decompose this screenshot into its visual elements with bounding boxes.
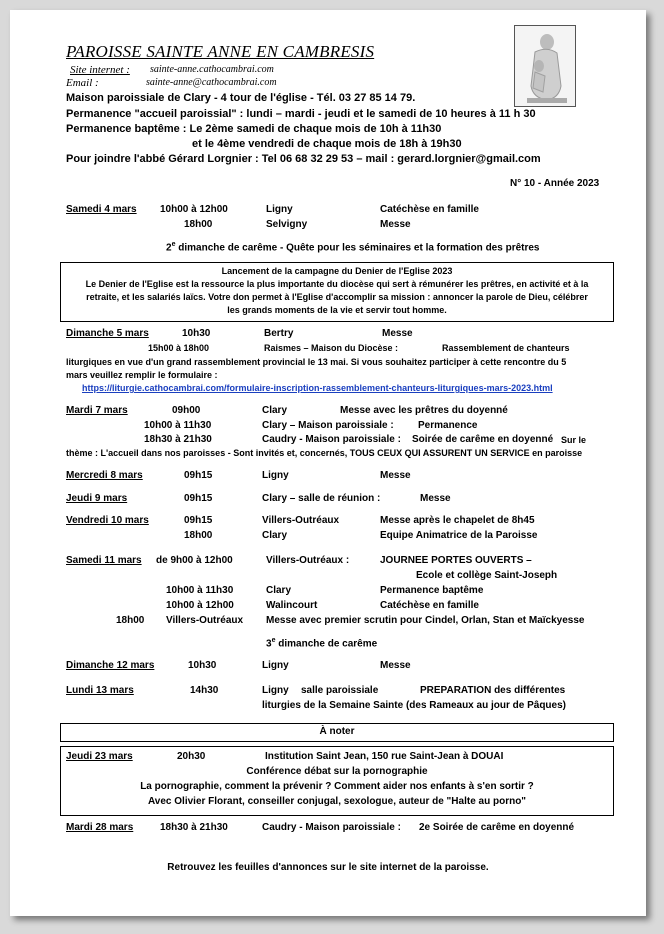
conference-subtitle: La pornographie, comment la prévenir ? Comment aider nos enfants à s'en sortir ? xyxy=(140,781,534,792)
permanence-line: Permanence "accueil paroissial" : lundi – mardi - jeudi et le samedi de 10 heures à 11 h 30 xyxy=(66,108,536,120)
careme-2-line: 2e dimanche de carême - Quête pour les séminaires et la formation des prêtres xyxy=(166,241,540,254)
event-time: 18h00 xyxy=(184,219,213,230)
event-place: Raismes – Maison du Diocèse : xyxy=(264,343,399,353)
event-time: 09h00 xyxy=(172,405,201,416)
date-jeu23: Jeudi 23 mars xyxy=(66,751,133,762)
event-time: 18h30 à 21h30 xyxy=(144,434,212,445)
parish-title: PAROISSE SAINTE ANNE EN CAMBRESIS xyxy=(66,42,375,61)
event-place: Caudry - Maison paroissiale : xyxy=(262,822,401,833)
date-sam11: Samedi 11 mars xyxy=(66,555,142,566)
issue-number: N° 10 - Année 2023 xyxy=(510,178,600,189)
event-title: JOURNEE PORTES OUVERTS – xyxy=(380,555,532,566)
date-mar7: Mardi 7 mars xyxy=(66,405,128,416)
event-title: 2e Soirée de carême en doyenné xyxy=(419,822,575,833)
event-title: Ecole et collège Saint-Joseph xyxy=(416,570,558,581)
event-place: Villers-Outréaux : xyxy=(266,555,350,566)
footer-note: Retrouvez les feuilles d'annonces sur le site internet de la paroisse. xyxy=(167,862,489,873)
event-place: Ligny xyxy=(262,660,289,671)
event-time: 10h30 xyxy=(188,660,217,671)
event-title: Messe xyxy=(420,493,451,504)
event-place: Caudry - Maison paroissiale : xyxy=(262,434,401,445)
event-place: Clary xyxy=(262,530,288,541)
saint-anne-statue-image xyxy=(514,25,576,107)
event-title: PREPARATION des différentes xyxy=(420,685,566,696)
event-place: Clary xyxy=(262,405,288,416)
jeudi-23-box xyxy=(60,746,614,816)
event-time: 18h00 xyxy=(184,530,213,541)
mar7-theme-line: thème : L'accueil dans nos paroisses - Sont invités et, concernés, TOUS CEUX QUI ASSURENT UN SERVICE en paroisse xyxy=(66,448,583,458)
event-title: Messe après le chapelet de 8h45 xyxy=(380,515,535,526)
liturgie-form-link[interactable]: https://liturgie.cathocambrai.com/formulaire-inscription-rassemblement-chanteurs-liturgiques-mars-2023.html xyxy=(82,383,553,393)
abbe-contact-line: Pour joindre l'abbé Gérard Lorgnier : Tel 06 68 32 29 53 – mail : gerard.lorgnier@gmail.com xyxy=(66,153,541,165)
event-time: 20h30 xyxy=(177,751,206,762)
event-time: 09h15 xyxy=(184,493,213,504)
event-time: 10h00 à 12h00 xyxy=(166,600,234,611)
event-title: Rassemblement de chanteurs xyxy=(442,343,570,353)
dim5-line-3: mars veuillez remplir le formulaire : xyxy=(66,370,218,380)
event-time: 10h00 à 12h00 xyxy=(160,204,228,215)
event-title: Permanence baptême xyxy=(380,585,484,596)
lun13-line-2: liturgies de la Semaine Sainte (des Rameaux au jour de Pâques) xyxy=(262,700,566,711)
event-time: 14h30 xyxy=(190,685,219,696)
date-dim5: Dimanche 5 mars xyxy=(66,328,149,339)
a-noter-box xyxy=(60,723,614,742)
date-mer8: Mercredi 8 mars xyxy=(66,470,143,481)
site-link[interactable]: sainte-anne.cathocambrai.com xyxy=(150,64,274,75)
event-place: Ligny xyxy=(266,204,293,215)
denier-line-3: les grands moments de la vie et servir tout homme. xyxy=(227,305,447,315)
date-jeu9: Jeudi 9 mars xyxy=(66,493,128,504)
event-note: Sur le xyxy=(561,435,587,445)
denier-line-1: Le Denier de l'Eglise est la ressource la plus importante du diocèse qui sert à rémunérer les prêtres, en activité et à la xyxy=(85,279,589,289)
date-mar28: Mardi 28 mars xyxy=(66,822,134,833)
event-place: Clary – Maison paroissiale : xyxy=(262,420,394,431)
event-time: 10h00 à 11h30 xyxy=(166,585,234,596)
event-time: 18h00 xyxy=(116,615,145,626)
event-place: salle paroissiale xyxy=(301,685,379,696)
event-title: Messe xyxy=(380,470,411,481)
event-place: Villers-Outréaux xyxy=(262,515,340,526)
bulletin-page xyxy=(10,10,646,916)
event-place: Clary – salle de réunion : xyxy=(262,493,381,504)
event-time: 09h15 xyxy=(184,515,213,526)
event-place: Villers-Outréaux xyxy=(166,615,244,626)
event-place: Ligny xyxy=(262,685,289,696)
event-time: 15h00 à 18h00 xyxy=(148,343,210,353)
bapteme-line-1: Permanence baptême : Le 2ème samedi de chaque mois de 10h à 11h30 xyxy=(66,123,442,135)
event-title: Catéchèse en famille xyxy=(380,204,479,215)
event-title: Equipe Animatrice de la Paroisse xyxy=(380,530,538,541)
bapteme-line-2: et le 4ème vendredi de chaque mois de 18h à 19h30 xyxy=(192,138,462,150)
event-title: Messe xyxy=(382,328,413,339)
event-time: 18h30 à 21h30 xyxy=(160,822,228,833)
dim5-line-2: liturgiques en vue d'un grand rassemblement provincial le 13 mai. Si vous souhaitez participer à cette rencontre du 5 xyxy=(66,357,567,367)
denier-line-2: retraite, et les salariés laïcs. Votre don permet à l'Eglise d'accomplir sa mission : annoncer la parole de Dieu, célébrer xyxy=(86,292,588,302)
event-place: Selvigny xyxy=(266,219,308,230)
event-title: Messe xyxy=(380,660,411,671)
event-title: Soirée de carême en doyenné xyxy=(412,434,554,445)
denier-title: Lancement de la campagne du Denier de l'Eglise 2023 xyxy=(221,266,453,276)
event-title: Permanence xyxy=(418,420,478,431)
event-place: Clary xyxy=(266,585,292,596)
date-ven10: Vendredi 10 mars xyxy=(66,515,149,526)
event-place: Institution Saint Jean, 150 rue Saint-Jean à DOUAI xyxy=(265,751,504,762)
site-label: Site internet : xyxy=(70,64,130,76)
date-lun13: Lundi 13 mars xyxy=(66,685,134,696)
email-label: Email : xyxy=(66,77,99,89)
event-time: de 9h00 à 12h00 xyxy=(156,555,233,566)
event-time: 10h00 à 11h30 xyxy=(144,420,212,431)
a-noter-heading: À noter xyxy=(319,726,355,737)
conference-speaker: Avec Olivier Florant, conseiller conjugal, sexologue, auteur de "Halte au porno" xyxy=(147,796,527,807)
event-title: Messe avec les prêtres du doyenné xyxy=(340,405,508,416)
event-place: Walincourt xyxy=(266,600,318,611)
careme-3-line: 3e dimanche de carême xyxy=(266,637,378,650)
event-title: Catéchèse en famille xyxy=(380,600,479,611)
email-link[interactable]: sainte-anne@cathocambrai.com xyxy=(146,77,277,88)
maison-line: Maison paroissiale de Clary - 4 tour de l'église - Tél. 03 27 85 14 79. xyxy=(66,92,416,104)
event-time: 10h30 xyxy=(182,328,211,339)
denier-box xyxy=(60,262,614,322)
conference-title: Conférence débat sur la pornographie xyxy=(246,766,428,777)
event-time: 09h15 xyxy=(184,470,213,481)
date-dim12: Dimanche 12 mars xyxy=(66,660,155,671)
event-place: Ligny xyxy=(262,470,289,481)
date-sam4: Samedi 4 mars xyxy=(66,204,137,215)
event-title: Messe avec premier scrutin pour Cindel, Orlan, Stan et Maïckyesse xyxy=(266,615,585,626)
event-place: Bertry xyxy=(264,328,294,339)
event-title: Messe xyxy=(380,219,411,230)
